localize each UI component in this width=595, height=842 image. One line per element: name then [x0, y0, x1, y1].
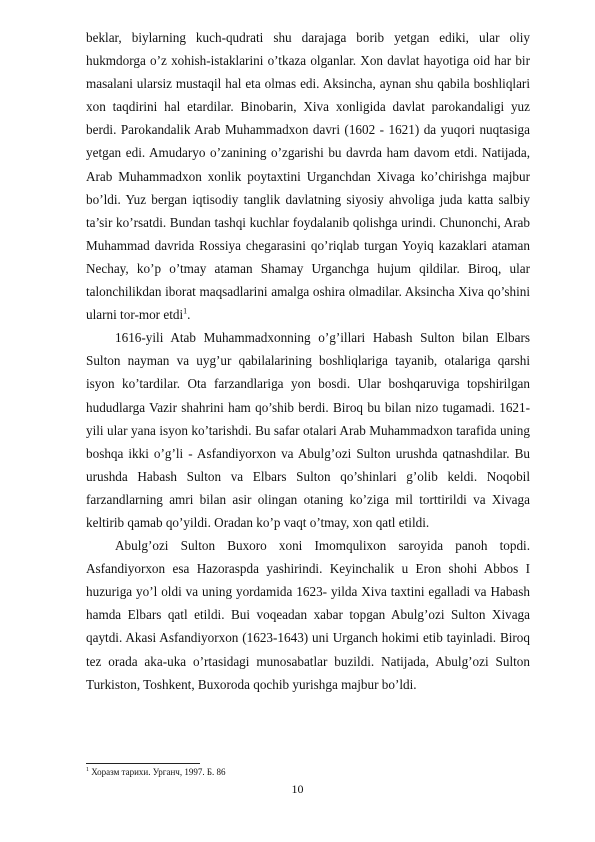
- footnote-number: 1: [86, 767, 89, 773]
- paragraph-3: [86, 534, 530, 696]
- page-body: [86, 26, 530, 696]
- paragraph-2: [86, 326, 530, 534]
- footnote: [86, 767, 226, 778]
- paragraph-1-tail: .: [187, 307, 191, 323]
- paragraph-3-text: Abulg’ozi Sulton Buxoro xoni Imomqulixon saroyida panoh topdi. Asfandiyorxon esa Hazoraspda yashirindi. Keyinchalik u Eron shohi Abbos I huzuriga yo’l oldi va uning yordamida 1623- yilda Xiva taxtini egalladi va Habash hamda Elbars qatl etildi. Bui voqeadan xabar topgan Abulg’ozi Sulton Xivaga qaytdi. Akasi Asfandiyorxon (1623-1643) uni Urganch hokimi etib tayinladi. Biroq tez orada aka-uka o’rtasidagi munosabatlar buzildi. Natijada, Abulg’ozi Sulton Turkiston, Toshkent, Buxoroda qochib yurishga majbur bo’ldi.: [86, 538, 530, 692]
- paragraph-2-text: 1616-yili Atab Muhammadxonning o’g’illari Habash Sulton bilan Elbars Sulton nayman va uyg’ur qabilalarining boshliqlariga tayanib, otalariga qarshi isyon ko’tardilar. Ota farzandlariga yon bosdi. Ular boshqaruviga topshirilgan hududlarga Vazir shahrini ham qo’shib berdi. Biroq bu bilan nizo tugamadi. 1621-yili ular yana isyon ko’tarishdi. Bu safar otalari Arab Muhammadxon tarafida uning boshqa ikki o’g’li - Asfandiyorxon va Abulg’ozi Sulton urushda qatnashdilar. Bu urushda Habash Sulton va Elbars Sulton qo’shinlari g’olib keldi. Noqobil farzandlarning amri bilan asir olingan otaning ko’ziga mil torttirildi va Xivaga keltirib qamab qo’yildi. Oradan ko’p vaqt o’tmay, xon qatl etildi.: [86, 330, 530, 530]
- page-number: 10: [291, 782, 304, 796]
- paragraph-1: [86, 26, 530, 326]
- footnote-reference[interactable]: 1: [183, 306, 188, 316]
- paragraph-1-text: beklar, biylarning kuch-qudrati shu darajaga borib yetgan ediki, ular oliy hukmdorga o’z xohish-istaklarini o’tkaza olganlar. Xon davlat hayotiga oid har bir masalani ularsiz mustaqil hal eta olmas edi. Aksincha, aynan shu qabila boshliqlari xon taqdirini hal etardilar. Binobarin, Xiva xonligida davlat parokandaligi yuz berdi. Parokandalik Arab Muhammadxon davri (1602 - 1621) da yuqori nuqtasiga yetgan edi. Amudaryo o’zanining o’zgarishi bu davrda ham davom etdi. Natijada, Arab Muhammadxon xonlik poytaxtini Urganchdan Xivaga ko’chirishga majbur bo’ldi. Yuz bergan iqtisodiy tanglik davlatning siyosiy ahvoliga juda katta salbiy ta’sir ko’rsatdi. Bundan tashqi kuchlar foydalanib qolishga urindi. Chunonchi, Arab Muhammad davrida Rossiya chegarasini qo’riqlab turgan Yoyiq kazaklari ataman Nechay, ko’p o’tmay ataman Shamay Urganchga hujum qildilar. Biroq, ular talonchilikdan iborat maqsadlarini amalga oshira olmadilar. Aksincha Xiva qo’shini ularni tor-mor etdi: [86, 30, 530, 323]
- footnote-divider: [86, 763, 200, 764]
- footnote-text: Хоразм тарихи. Урганч, 1997. Б. 86: [89, 767, 226, 777]
